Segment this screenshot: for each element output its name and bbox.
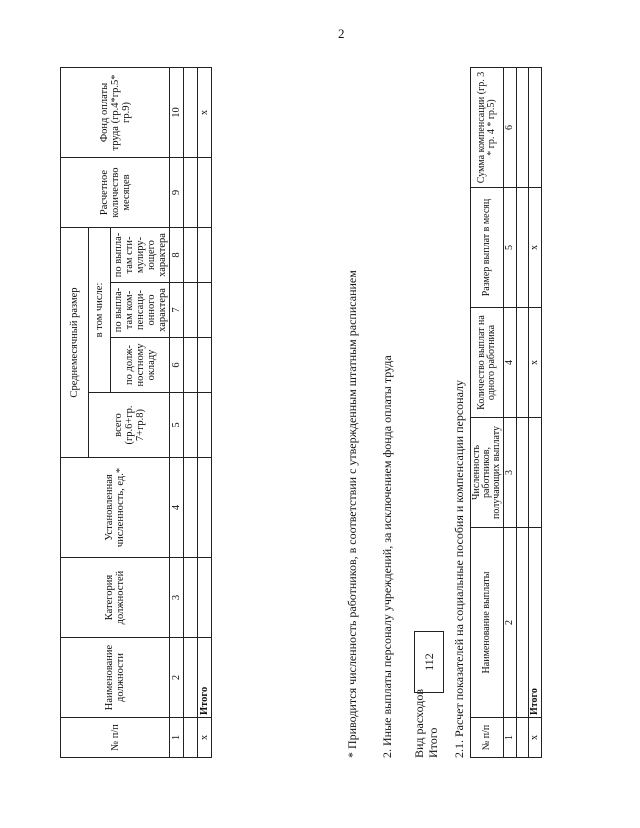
empty-cell [517, 308, 529, 418]
header-headcount: Установленная численность, ед.* [61, 458, 170, 558]
header-position: Наименование должности [61, 638, 170, 718]
page-number: 2 [338, 26, 345, 41]
wage-fund-table [60, 67, 212, 758]
empty-cell [184, 338, 198, 393]
empty-cell [184, 393, 198, 458]
header-amount: Размер выплат в месяц [471, 188, 504, 308]
empty-cell [198, 393, 212, 458]
header-fund: Фонд оплаты труда (гр.4*гр.5* гр.9) [61, 68, 170, 158]
empty-cell [529, 418, 542, 528]
header-num: № п/п [471, 718, 504, 758]
expense-total-label: Итого [426, 727, 440, 758]
col-number: 1 [504, 718, 517, 758]
total-label: Итого [198, 638, 212, 718]
col-number: 9 [170, 158, 184, 228]
col-number: 5 [170, 393, 184, 458]
rotated-content [0, 68, 620, 808]
header-category: Категория должностей [61, 558, 170, 638]
header-salary: по долж-ностному окладу [111, 338, 170, 393]
col-number: 4 [170, 458, 184, 558]
col-number: 2 [170, 638, 184, 718]
total-amount: x [529, 188, 542, 308]
header-workers: Численность работников, получающих выплату [471, 418, 504, 528]
empty-cell [517, 188, 529, 308]
header-sum: Сумма компенсации (гр. 3 * гр. 4 * гр.5) [471, 68, 504, 188]
header-including: в том числе: [89, 228, 111, 393]
total-count: x [529, 308, 542, 418]
expense-type-label: Вид расходов [412, 689, 426, 758]
social-benefits-table [470, 67, 542, 758]
empty-cell [198, 338, 212, 393]
col-number: 6 [170, 338, 184, 393]
col-number: 6 [504, 68, 517, 188]
header-comp: по выпла-там ком-пенсаци-онного характера [111, 283, 170, 338]
col-number: 3 [504, 418, 517, 528]
empty-cell [184, 158, 198, 228]
empty-cell [198, 283, 212, 338]
header-payment: Наименование выплаты [471, 528, 504, 718]
header-total: всего (гр.6+гр. 7+гр.8) [89, 393, 170, 458]
empty-cell [198, 558, 212, 638]
empty-cell [184, 283, 198, 338]
col-number: 10 [170, 68, 184, 158]
empty-cell [517, 418, 529, 528]
header-count: Количество выплат на одного работника [471, 308, 504, 418]
empty-cell [517, 718, 529, 758]
total-label: Итого [529, 528, 542, 718]
section-2-title: 2. Иные выплаты персоналу учреждений, за исключением фонда оплаты труда [380, 355, 394, 758]
empty-cell [517, 68, 529, 188]
total-mark: x [198, 718, 212, 758]
total-fund: x [198, 68, 212, 158]
col-number: 5 [504, 188, 517, 308]
empty-cell [184, 228, 198, 283]
header-num: № п/п [61, 718, 170, 758]
header-months: Расчетное количество месяцев [61, 158, 170, 228]
empty-cell [198, 458, 212, 558]
col-number: 2 [504, 528, 517, 718]
footnote: * Приводится численность работников, в соответствии с утвержденным штатным расписанием [345, 270, 359, 758]
col-number: 8 [170, 228, 184, 283]
header-avg-size: Среднемесячный размер [61, 228, 89, 458]
empty-cell [184, 458, 198, 558]
header-stim: по выпла-там сти-мулиру-ющего характера [111, 228, 170, 283]
section-2-1-title: 2.1. Расчет показателей на социальные пособия и компенсации персоналу [452, 379, 466, 758]
empty-cell [184, 558, 198, 638]
empty-cell [198, 158, 212, 228]
col-number: 3 [170, 558, 184, 638]
empty-cell [184, 638, 198, 718]
col-number: 4 [504, 308, 517, 418]
expense-code-box: 112 [414, 631, 444, 693]
col-number: 7 [170, 283, 184, 338]
empty-cell [517, 528, 529, 718]
empty-cell [184, 718, 198, 758]
empty-cell [198, 228, 212, 283]
col-number: 1 [170, 718, 184, 758]
empty-cell [529, 68, 542, 188]
total-mark: x [529, 718, 542, 758]
empty-cell [184, 68, 198, 158]
